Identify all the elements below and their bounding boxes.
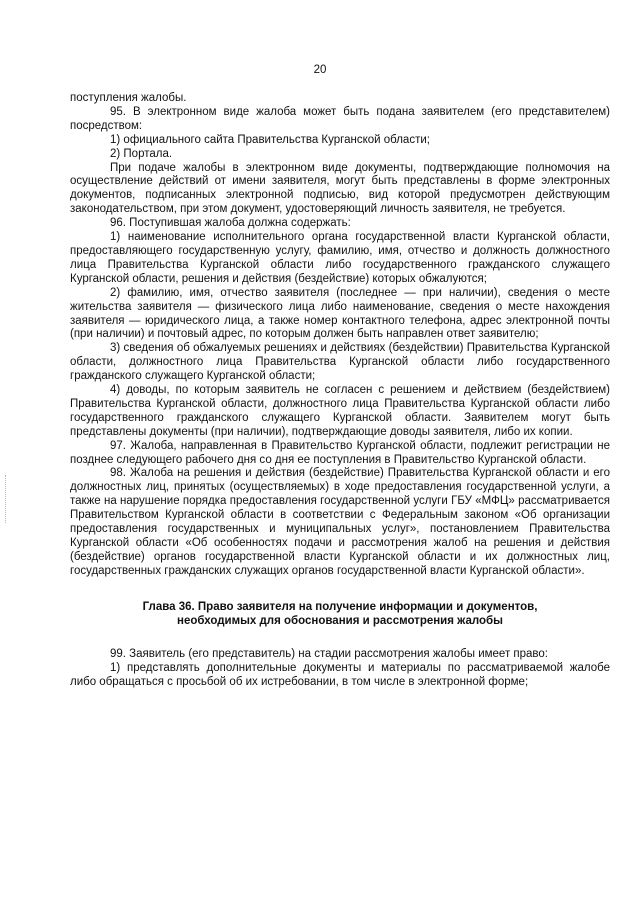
paragraph-96-item-1: 1) наименование исполнительного органа государственной власти Курганской области, предоставляющего государственную услугу, фамилию, имя, отчество и должность должностного лица Правительства Курганской области либо государственного гражданского служащего Курганской области, решения и действия (бездействие) которых обжалуются; bbox=[70, 231, 610, 285]
paragraph-98: 98. Жалоба на решения и действия (бездействие) Правительства Курганской области и его должностных лиц, принятых (осуществляемых) в ходе предоставления государственной услуги, а также на нарушение порядка предоставления государственной услуги ГБУ «МФЦ» рассматривается Правительством Курганской области в соответствии с Федеральным законом «Об организации предоставления государственных и муниципальных услуг», постановлением Правительства Курганской области «Об особенностях подачи и рассмотрения жалоб на решения и действия (бездействие) органов государственной власти Курганской области и их должностных лиц, государственных гражданских служащих органов государственной власти Курганской области». bbox=[70, 467, 610, 577]
page-number: 20 bbox=[313, 64, 327, 76]
paragraph-99: 99. Заявитель (его представитель) на стадии рассмотрения жалобы имеет право: bbox=[110, 647, 548, 660]
paragraph-96-item-3: 3) сведения об обжалуемых решениях и действиях (бездействии) Правительства Курганской области, должностного лица Правительства Курганской области либо государственного гражданского служащего Курганской области; bbox=[70, 342, 610, 383]
paragraph-97: 97. Жалоба, направленная в Правительство Курганской области, подлежит регистрации не позднее следующего рабочего дня со дня ее поступления в Правительство Курганской области. bbox=[70, 439, 610, 466]
document-body bbox=[70, 92, 610, 689]
paragraph-96: 96. Поступившая жалоба должна содержать: bbox=[110, 217, 351, 230]
paragraph-95-item-1: 1) официального сайта Правительства Курганской области; bbox=[110, 133, 430, 146]
paragraph-96-item-4: 4) доводы, по которым заявитель не согласен с решением и действием (бездействием) Правительства Курганской области, должностного лица Правительства Курганской области либо государственного гражданского служащего Курганской области. Заявителем могут быть представлены документы (при наличии), подтверждающие доводы заявителя, либо их копии. bbox=[70, 384, 610, 438]
paragraph-95-electronic-docs: При подаче жалобы в электронном виде документы, подтверждающие полномочия на осуществление действий от имени заявителя, могут быть представлены в форме электронных документов, подписанных электронной подписью, вид которой предусмотрен действующим законодательством, при этом документ, удостоверяющий личность заявителя, не требуется. bbox=[70, 161, 610, 216]
paragraph-95-item-2: 2) Портала. bbox=[110, 147, 173, 160]
paragraph-95: 95. В электронном виде жалоба может быть подана заявителем (его представителем) посредством: bbox=[70, 105, 610, 132]
chapter-heading: Глава 36. Право заявителя на получение информации и документов, необходимых для обоснования и рассмотрения жалобы bbox=[142, 600, 538, 627]
paragraph-continuation: поступления жалобы. bbox=[70, 92, 187, 104]
margin-scan-marks bbox=[5, 475, 7, 523]
paragraph-96-item-2: 2) фамилию, имя, отчество заявителя (последнее — при наличии), сведения о месте жительства заявителя — физического лица либо наименование, сведения о месте нахождения заявителя — юридического лица, а также номер контактного телефона, адрес электронной почты (при наличии) и почтовый адрес, по которым должен быть направлен ответ заявителю; bbox=[70, 286, 610, 341]
paragraph-99-item-1: 1) представлять дополнительные документы и материалы по рассматриваемой жалобе либо обращаться с просьбой об их истребовании, в том числе в электронной форме; bbox=[70, 661, 610, 688]
